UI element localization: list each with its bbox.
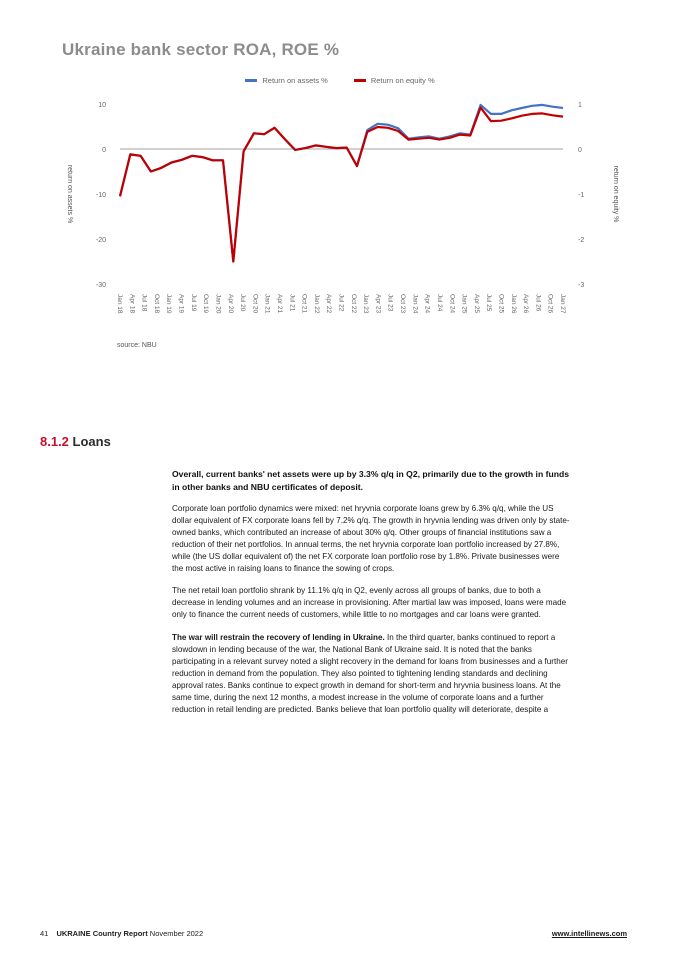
x-tick-label: Jul 21: [288, 294, 296, 312]
x-tick-label: Jan 25: [460, 294, 468, 314]
x-tick-label: Apr 19: [177, 294, 185, 314]
x-tick-label: Apr 21: [275, 294, 283, 314]
x-tick-label: Jan 20: [214, 294, 222, 314]
x-tick-label: Oct 25: [497, 294, 505, 314]
series-line-roe: [120, 108, 563, 262]
x-tick-label: Apr 23: [374, 294, 382, 314]
section-number: 8.1.2: [40, 434, 69, 449]
x-tick-label: Jul 26: [534, 294, 542, 312]
article-body: [172, 468, 572, 727]
y-left-axis-title: return on assets %: [66, 164, 73, 224]
lead-paragraph: Overall, current banks' net assets were up by 3.3% q/q in Q2, primarily due to the growth in funds in other banks and NBU certificates of deposit.: [172, 469, 569, 492]
chart-source: source: NBU: [117, 342, 157, 349]
x-tick-label: Oct 23: [399, 294, 407, 314]
x-tick-label: Jul 24: [435, 294, 443, 312]
x-tick-label: Oct 21: [300, 294, 308, 314]
x-tick-label: Oct 26: [546, 294, 554, 314]
x-tick-label: Jan 23: [362, 294, 370, 314]
x-tick-label: Jul 18: [140, 294, 148, 312]
page-footer: [40, 929, 627, 938]
section-heading: [40, 434, 111, 449]
y-right-tick-label: -3: [578, 282, 585, 289]
y-right-tick-label: 0: [578, 147, 582, 154]
x-tick-label: Jul 22: [337, 294, 345, 312]
report-date: November 2022: [149, 929, 204, 938]
x-tick-label: Oct 19: [202, 294, 210, 314]
x-tick-label: Jan 22: [312, 294, 320, 314]
y-right-axis-title: return on equity %: [612, 165, 619, 223]
x-tick-label: Jan 26: [509, 294, 517, 314]
paragraph-corporate-loans: Corporate loan portfolio dynamics were mixed: net hryvnia corporate loans grew by 6.3% q/q, while the US dollar equivalent of FX corporate loans fell by 7.2% q/q. The growth in hryvnia lending was driven only by state-owned banks, which contributed an increase of about 30% q/q. Other groups of financial institutions saw a reduction of their net portfolios. In annual terms, the net hryvnia corporate loan portfolio increased by 27.8%, while (the US dollar equivalent of) the net FX corporate loan portfolio rose by 1.8%. Private businesses were the most active in raising loans to finance the sowing of crops.: [172, 504, 570, 573]
report-name: UKRAINE Country Report: [56, 929, 148, 938]
x-tick-label: Oct 24: [448, 294, 456, 314]
footer-left: [40, 929, 203, 938]
y-right-tick-label: -2: [578, 237, 585, 244]
x-tick-label: Jan 27: [559, 294, 566, 314]
y-left-tick-label: 10: [98, 102, 106, 109]
x-tick-label: Apr 20: [226, 294, 234, 314]
x-tick-label: Oct 20: [251, 294, 259, 314]
x-tick-label: Apr 26: [522, 294, 530, 314]
x-tick-label: Jan 24: [411, 294, 419, 314]
page-number: 41: [40, 929, 49, 938]
roa-roe-line-chart: [0, 0, 680, 360]
legend-label-roa: Return on assets %: [262, 76, 328, 85]
y-right-tick-label: -1: [578, 192, 585, 199]
x-tick-label: Jan 18: [116, 294, 123, 314]
x-tick-label: Oct 22: [349, 294, 357, 314]
paragraph-lending-outlook: [172, 632, 572, 715]
y-left-tick-label: 0: [102, 147, 106, 154]
x-tick-label: Oct 18: [152, 294, 160, 314]
series-line-roa: [120, 105, 563, 262]
legend-label-roe: Return on equity %: [370, 76, 435, 85]
x-tick-label: Jul 25: [485, 294, 493, 312]
x-tick-label: Jul 23: [386, 294, 394, 312]
x-tick-label: Jan 19: [165, 294, 173, 314]
paragraph-retail-loans: The net retail loan portfolio shrank by 11.1% q/q in Q2, evenly across all groups of banks, due to both a decrease in lending volumes and an increase in provisioning. After martial law was imposed, loans were made only to finance the current needs of customers, while little to no mortgages and car loans were granted.: [172, 586, 567, 620]
y-right-tick-label: 1: [578, 102, 582, 109]
section-title: Loans: [72, 434, 111, 449]
x-tick-label: Apr 22: [325, 294, 333, 314]
x-tick-label: Jan 21: [263, 294, 271, 314]
website-link[interactable]: www.intellinews.com: [551, 929, 627, 938]
x-tick-label: Jul 19: [189, 294, 197, 312]
paragraph-lending-outlook-lead: The war will restrain the recovery of lending in Ukraine.: [172, 633, 385, 643]
x-tick-label: Apr 25: [472, 294, 480, 314]
y-left-tick-label: -10: [95, 192, 106, 199]
chart-title: Ukraine bank sector ROA, ROE %: [62, 40, 340, 59]
y-left-tick-label: -20: [95, 237, 106, 244]
y-left-tick-label: -30: [95, 282, 106, 289]
x-tick-label: Jul 20: [239, 294, 247, 312]
paragraph-lending-outlook-text: In the third quarter, banks continued to report a slowdown in lending because of the war, the National Bank of Ukraine said. It is noted that the banks participating in a relevant survey noted a slight recovery in the demand for loans from businesses and a further reduction in demand from the population. They also pointed to tightening lending standards and declining approval rates. Banks continue to expect growth in demand for short-term and hryvnia business loans. At the same time, during the next 12 months, a modest increase in the volume of corporate loans and a further reduction in retail lending are predicted. Banks believe that loan portfolio quality will deteriorate, despite a: [172, 633, 568, 714]
x-tick-label: Apr 18: [128, 294, 136, 314]
x-tick-label: Apr 24: [423, 294, 431, 314]
